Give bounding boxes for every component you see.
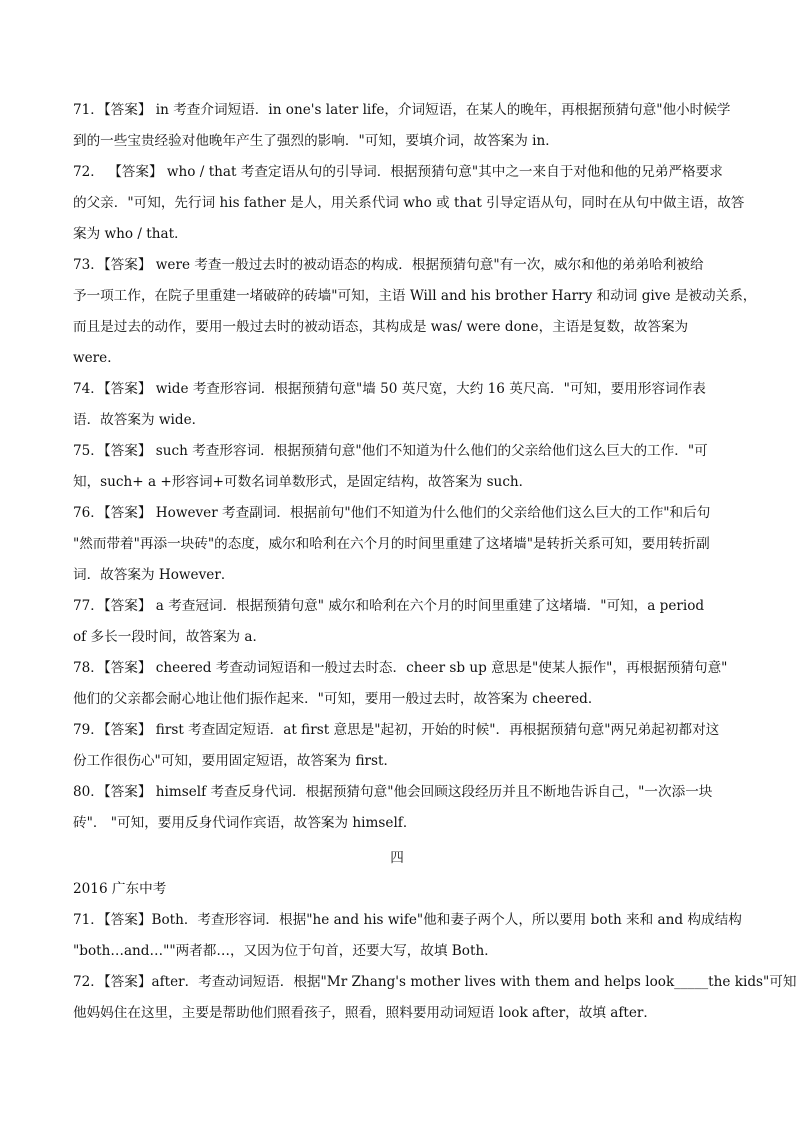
answer-73-line-3: 而且是过去的动作，要用一般过去时的被动语态，其构成是 was/ were done，主语是复数，故答案为 bbox=[73, 319, 689, 335]
answer-74-line-2: 语．故答案为 wide． bbox=[73, 412, 206, 428]
answer-76-line-1: 76．【答案】 However 考查副词．根据前句"他们不知道为什么他们的父亲给他们这么巨大的工作"和后句 bbox=[73, 505, 711, 521]
answer-73-line-2: 予一项工作，在院子里重建一堵破碎的砖墙"可知，主语 Will and his brother Harry 和动词 give 是被动关系， bbox=[73, 288, 757, 304]
answer-71-line-1: 71．【答案】 in 考查介词短语．in one's later life，介词短语，在某人的晚年，再根据预猜句意"他小时候学 bbox=[73, 102, 731, 118]
answer-72-line-2: 的父亲．"可知，先行词 his father 是人，用关系代词 who 或 that 引导定语从句，同时在从句中做主语，故答 bbox=[73, 195, 745, 211]
answer-2016-72-line-2: 他妈妈住在这里，主要是帮助他们照看孩子，照看，照料要用动词短语 look after，故填 after． bbox=[73, 1005, 657, 1021]
answer-79-line-1: 79．【答案】 first 考查固定短语．at first 意思是"起初，开始的时候"．再根据预猜句意"两兄弟起初都对这 bbox=[73, 722, 720, 738]
answer-73-line-1: 73．【答案】 were 考查一般过去时的被动语态的构成．根据预猜句意"有一次，威尔和他的弟弟哈利被给 bbox=[73, 257, 704, 273]
answer-73-line-4: were． bbox=[73, 350, 121, 366]
answer-80-line-2: 砖"． "可知，要用反身代词作宾语，故答案为 himself． bbox=[73, 815, 417, 831]
answer-80-line-1: 80．【答案】 himself 考查反身代词．根据预猜句意"他会回顾这段经历并且不断地告诉自己，"一次添一块 bbox=[73, 784, 713, 800]
answer-78-line-1: 78．【答案】 cheered 考查动词短语和一般过去时态．cheer sb up 意思是"使某人振作"，再根据预猜句意" bbox=[73, 660, 728, 676]
answer-75-line-1: 75．【答案】 such 考查形容词．根据预猜句意"他们不知道为什么他们的父亲给他们这么巨大的工作．"可 bbox=[73, 443, 708, 459]
answer-2016-72-line-1: 72．【答案】after．考查动词短语．根据"Mr Zhang's mother lives with them and helps look_____the kids"可知 bbox=[73, 974, 796, 990]
answer-72-line-1: 72． 【答案】 who / that 考查定语从句的引导词．根据预猜句意"其中之一来自于对他和他的兄弟严格要求 bbox=[73, 164, 723, 180]
answer-77-line-1: 77．【答案】 a 考查冠词．根据预猜句意" 威尔和哈利在六个月的时间里重建了这堵墙．"可知，a period bbox=[73, 598, 705, 614]
answer-79-line-2: 份工作很伤心"可知，要用固定短语，故答案为 first． bbox=[73, 753, 398, 769]
answer-77-line-2: of 多长一段时间，故答案为 a． bbox=[73, 629, 267, 645]
answer-72-line-3: 案为 who / that． bbox=[73, 226, 188, 242]
source-label: 2016 广东中考 bbox=[73, 881, 167, 897]
answer-76-line-3: 词．故答案为 However． bbox=[73, 567, 235, 583]
answer-2016-71-line-1: 71．【答案】Both．考查形容词．根据"he and his wife"他和妻子两个人，所以要用 both 来和 and 构成结构 bbox=[73, 912, 742, 928]
answer-71-line-2: 到的一些宝贵经验对他晚年产生了强烈的影响．"可知，要填介词，故答案为 in． bbox=[73, 133, 559, 149]
answer-74-line-1: 74．【答案】 wide 考查形容词．根据预猜句意"墙 50 英尺宽，大约 16 英尺高．"可知，要用形容词作表 bbox=[73, 381, 706, 397]
answer-75-line-2: 知，such+ a +形容词+可数名词单数形式，是固定结构，故答案为 such． bbox=[73, 474, 533, 490]
section-heading: 四 bbox=[390, 850, 404, 866]
answer-2016-71-line-2: "both…and…""两者都…，又因为位于句首，还要大写，故填 Both． bbox=[73, 943, 498, 959]
answer-76-line-2: "然而带着"再添一块砖"的态度，威尔和哈利在六个月的时间里重建了这堵墙"是转折关系可知，要用转折副 bbox=[73, 536, 710, 552]
answer-78-line-2: 他们的父亲都会耐心地让他们振作起来．"可知，要用一般过去时，故答案为 cheered． bbox=[73, 691, 602, 707]
